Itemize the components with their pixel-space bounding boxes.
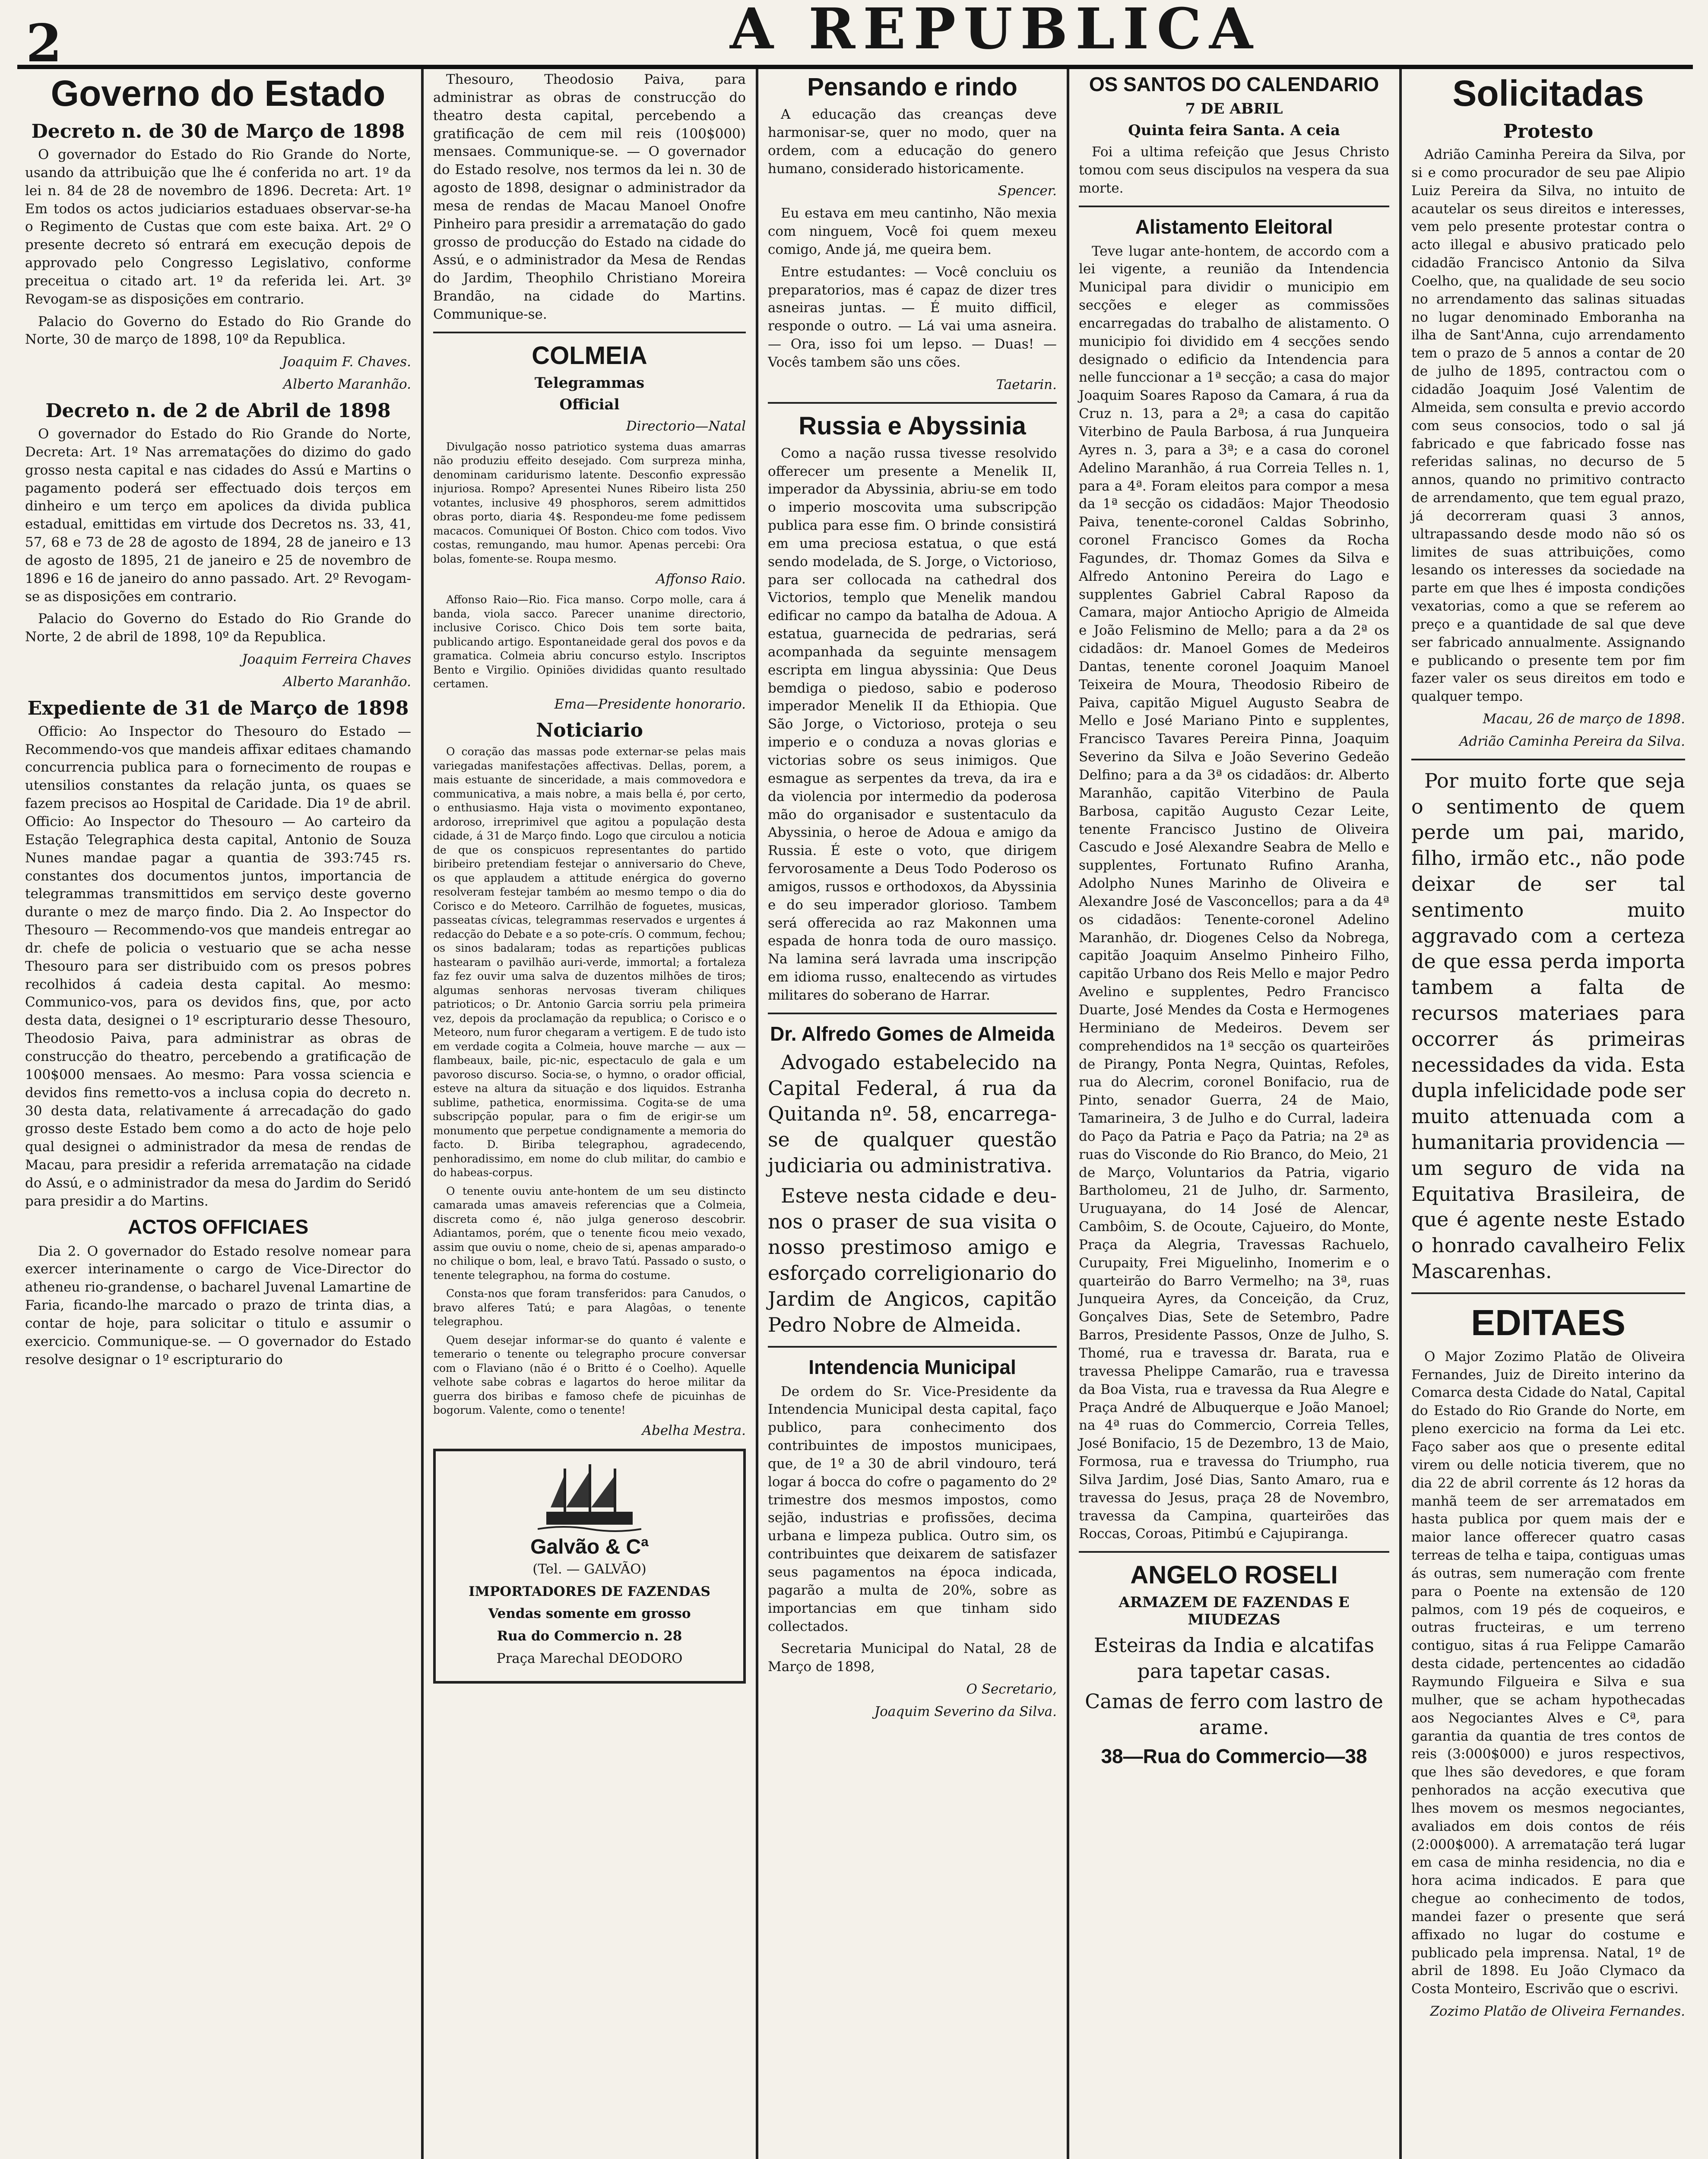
mourning-text: Por muito forte que seja o sentimento de quem perde um pai, marido, filho, irmão etc., não pode deixar de ser tal sentimento muito aggravado com a certeza de que essa perda importa tambem a falta de recursos materiaes para occorrer ás primeiras necessidades da vida. Esta dupla infelicidade pode ser muito attenuada com a humanitaria providencia — um seguro de vida na Equitativa Brasileira, de que é agente neste Estado o honrado cavalheiro Felix Mascarenhas. bbox=[1411, 769, 1685, 1283]
ad-square: Praça Marechal DEODORO bbox=[496, 1651, 683, 1667]
actos-officiaes-title: ACTOS OFFICIAES bbox=[127, 1215, 309, 1238]
angelo-roseli-address: 38—Rua do Commercio—38 bbox=[1101, 1745, 1367, 1768]
alfredo-text-2: Esteve nesta cidade e deu-nos o praser de sua visita o nosso prestimoso amigo e esforçado correligionario do Jardim de Angicos, capitão Pedro Nobre de Almeida. bbox=[768, 1184, 1057, 1336]
divider bbox=[768, 1013, 1057, 1014]
column-3 bbox=[760, 69, 1065, 2159]
ad-sales: Vendas somente em grosso bbox=[488, 1606, 691, 1622]
column-4 bbox=[1071, 69, 1397, 2159]
expediente-text: Officio: Ao Inspector do Thesouro do Estado — Recommendo-vos que mandeis affixar editaes chamando concurrencia publica para o fornecimento de roupas e utensilios constantes da relação junta, os quaes se fazem precisos ao Hospital de Caridade. Dia 1º de abril. Officio: Ao Inspector do Thesouro — Ao carteiro da Estação Telegraphica desta capital, Antonio de Souza Nunes mandae pagar a quantia de 393:745 rs. constantes dos documentos juntos, importancia de telegrammas transmittidos em serviço deste governo durante o mez de março findo. Dia 2. Ao Inspector do Thesouro — Recommendo-vos que mandeis entregar ao dr. chefe de policia o vestuario que se acha nesse Thesouro para ser distribuido com os presos pobres recolhidos á cadeia desta capital. Ao mesmo: Communico-vos, para os devidos fins, que, por acto desta data, designei o 1º escripturario desse Thesouro, Theodosio Paiva, para administrar as obras de construcção do theatro, percebendo a gratificação de 100$000 mensaes. Ao mesmo: Para vossa sciencia e devidos fins remetto-vos a inclusa copia do decreto n. 30 desta data, relativamente á arrecadação do gado grosso deste Estado bem como a do acto de hoje pelo qual designei o administrador da mesa de rendas de Macau, para presidir a referida arrematação na cidade do Assú, e o administrador da mesa do Jardim do Seridó para presidir a do Martins. bbox=[25, 723, 411, 1209]
final-signature: Abelha Mestra. bbox=[642, 1422, 746, 1438]
noticiario-title: Noticiario bbox=[536, 719, 643, 742]
pensando-title: Pensando e rindo bbox=[807, 73, 1017, 101]
final-text: Quem desejar informar-se do quanto é valente e temerario o tenente ou telegrapho procure conversar com o Flaviano (não é o Britto é o Coelho). Aquelle velhote sabe cobras e lagartos do heroe militar da guerra dos biribas e famoso chefe de picuinhas de bogorum. Valente, como o tenente! bbox=[433, 1333, 746, 1417]
colmeia-text-1: Divulgação nosso patriotico systema duas amarras não produziu effeito desejado. Com surpreza minha, denominam caridurismo latente. Desconfio expressão injuriosa. Rompo? Apresentei Nunes Ribeiro lista 250 votantes, inclusive 49 phosphoros, serem admittidos obras porto, diaria 4$. Respondeu-me fome pedissem macacos. Comuniquei Of Boston. Chico com todos. Vivo costas, remungando, mau humor. Apenas percebi: Ora bolas, fomente-se. Roupa mesmo. bbox=[433, 440, 746, 565]
alfredo-text-1: Advogado estabelecido na Capital Federal, á rua da Quitanda nº. 58, encarrega-se de qualquer questão judiciaria ou administrativa. bbox=[768, 1050, 1057, 1177]
dialogue-text: Entre estudantes: — Você concluiu os preparatorios, mas é capaz de dizer tres asneiras juntas. — É muito difficil, responde o outro. — Lá vai uma asneira. — Ora, isso foi um lepso. — Duas! — Vocês tambem são uns cões. bbox=[768, 264, 1057, 370]
protesto-title: Protesto bbox=[1503, 120, 1594, 142]
divider bbox=[1079, 1551, 1389, 1553]
masthead bbox=[17, 0, 1693, 74]
directorio-label: Directorio—Natal bbox=[626, 418, 746, 434]
alistamento-text: Teve lugar ante-hontem, de accordo com a lei vigente, a reunião da Intendencia Municipal para dividir o municipio em secções e eleger as commissões encarregadas do trabalho de alistamento. O municipio foi dividido em 4 secções sendo designado o edificio da Intendencia para nelle funccionar a 1ª secção; a casa do major Joaquim Soares Raposo da Camara, á rua da Cruz n. 13, para a 2ª; a casa do capitão Viterbino de Paula Barbosa, á rua Junqueira Ayres n. 3, para a 3ª; e a casa do coronel Adelino Maranhão, á rua Correia Telles n. 1, para a 4ª. Foram eleitos para compor a mesa da 1ª secção os cidadãos: Major Theodosio Paiva, tenente-coronel Caldas Sobrinho, coronel Francisco Gomes da Rocha Fagundes, dr. Thomaz Gomes da Silva e Alfredo Antonino Pereira do Lago e supplentes Gabriel Cabral Raposo da Camara, major Antiocho Aprigio de Almeida e João Felismino de Mello; para a da 2ª os cidadãos: dr. Manoel Gomes de Medeiros Dantas, tenente coronel Joaquim Manoel Teixeira de Moura, Theodosio Ribeiro de Paiva, capitão Miguel Augusto Seabra de Mello e José Mariano Pinto e supplentes, Francisco Tavares Pereira Pinna, Joaquim Severino da Silva e João Severino Gedeão Delfino; para a da 3ª os cidadãos: dr. Alberto Maranhão, capitão Viterbino de Paula Barbosa, capitão Augusto Cezar Leite, tenente Francisco Justino de Oliveira Cascudo e José Alexandre Seabra de Mello e supplentes, Fortunato Rufino Aranha, Adolpho Nunes Marinho de Oliveira e Alexandre José de Vasconcellos; para a da 4ª os cidadãos: Tenente-coronel Adelino Maranhão, dr. Diogenes Celso da Nobrega, capitão Joaquim Anselmo Pinheiro Filho, capitão Urbano dos Reis Mello e major Pedro Avelino e supplentes, Pedro Francisco Duarte, José Mendes da Costa e Hermogenes Herminiano de Medeiros. Devem ser comprehendidos na 1ª secção os quarteirões de Pirangy, Ponta Negra, Quintas, Refoles, rua do Alecrim, coronel Bonifacio, rua de Pinto, senador Guerra, 24 de Maio, Tamarineira, 3 de Julho e do Curral, ladeira do Paço da Patria e Paço da Patria; na 2ª as ruas do Visconde do Rio Branco, do Meio, 21 de Março, Voluntarios da Patria, vigario Bartholomeu, 21 de Julho, dr. Sarmento, Uruguayana, do 14 José de Alencar, Cambôim, S. de Ocoute, Cajueiro, do Monte, Praça da Alegria, Travessas Rachuelo, Curupaity, Frei Miguelinho, Inomerim e o quarteirão do Barro Vermelho; na 3ª, ruas Junqueira Ayres, da Conceição, da Cruz, Gonçalves Dias, Sete de Setembro, Padre Barros, Presidente Passos, Onze de Julho, S. Thomé, rua e travessa dr. Barata, rua e travessa Phelippe Camarão, rua e travessa da Boa Vista, rua e travessa da Rua Alegre e Praça André de Albuquerque e João Manoel; na 4ª ruas do Commercio, Correia Telles, José Bonifacio, 15 de Dezembro, 13 de Maio, Formosa, rua e travessa do Triumpho, rua Silva Jardim, José Dias, Santo Amaro, rua e travessa do Jesus, praça 28 de Novembro, travessa da Campina, quarteirões das Roccas, Coroas, Pitimbú e Cajupiranga. bbox=[1079, 243, 1389, 1542]
decree-1-text: O governador do Estado do Rio Grande do Norte, usando da attribuição que lhe é conferida no art. 1º da lei n. 84 de 28 de novembro de 1896. Decreta: Art. 1º Em todos os actos judiciarios estaduaes observar-se-ha o Regimento de Custas que com este baixa. Art. 2º O presente decreto só entrará em execução depois de approvado pelo Congresso Legislativo, conforme preceitua o citado art. 1º da referida lei. Art. 3º Revogam-se as disposições em contrario. bbox=[25, 147, 411, 307]
santos-title: OS SANTOS DO CALENDARIO bbox=[1089, 73, 1379, 95]
telegrammas-label: Telegrammas bbox=[534, 374, 645, 392]
column-rule bbox=[1399, 69, 1402, 2159]
pensando-signature: Spencer. bbox=[998, 183, 1057, 199]
decree-1-title: Decreto n. de 30 de Março de 1898 bbox=[31, 120, 405, 142]
protesto-text: Adrião Caminha Pereira da Silva, por si e como procurador de seu pae Alipio Luiz Pereira da Silva, no intuito de acautelar os seus direitos e interesses, vem pelo presente protestar contra o acto illegal e abusivo praticado pelo cidadão Francisco Antonio da Silva Coelho, que, na qualidade de seu socio no arrendamento das salinas situadas no lugar denominado Emboranha na ilha de Sant'Anna, cujo arrendamento tem o prazo de 5 annos a contar de 20 de julho de 1895, contractou com o cidadão Joaquim José Valentim de Almeida, sem consulta e previo accordo com seus consocios, todo o sal já fabricado e que fabricado fosse nas referidas salinas, no decurso de 5 annos, quando no primitivo contracto de arrendamento, que tem egual prazo, já decorreram quasi 3 annos, ultrapassando desde modo não só os limites de suas attribuições, como lesando os interesses da sociedade na parte em que lhes é imposta condições vexatorias, como a que se referem ao preço e a quantidade de sal que deve ser fabricado annualmente. Assignando e publicando o presente tem por fim fazer valer os seus direitos em todo e qualquer tempo. bbox=[1411, 147, 1685, 705]
divider bbox=[1079, 206, 1389, 207]
angelo-roseli-line-2: Esteiras da India e alcatifas para tapetar casas. bbox=[1093, 1633, 1375, 1683]
tenente-text: O tenente ouviu ante-hontem de um seu distincto camarada umas amaveis referencias que a Colmeia, discreta como é, não julga generoso descobrir. Adiantamos, porém, que o tenente ficou meio vexado, assim que ouviu o nome, cheio de si, apenas amparado-o no chilique o bom, leal, e bravo Tatú. Passado o susto, o tenente telegraphou, na forma do costume. bbox=[433, 1184, 746, 1282]
intendencia-title: Intendencia Municipal bbox=[808, 1355, 1016, 1378]
ship-icon bbox=[538, 1460, 641, 1533]
decree-2-text: O governador do Estado do Rio Grande do Norte, Decreta: Art. 1º Nas arrematações do dizimo do gado grosso nesta capital e nas cidades do Assú e Martins o pagamento poderá ser effectuado dois terços em dinheiro e um terço em apolices da divida publica estadual, emittidas em virtude dos Decretos ns. 33, 41, 57, 68 e 73 de 28 de agosto de 1894, 28 de janeiro e 13 de agosto de 1895, 21 de janeiro e 25 de novembro de 1896 e 16 de janeiro do anno passado. Art. 2º Revogam-se as disposições em contrario. bbox=[25, 426, 411, 605]
angelo-roseli-line-1: ARMAZEM DE FAZENDAS E MIUDEZAS bbox=[1119, 1594, 1350, 1629]
editaes-signature: Zozimo Platão de Oliveira Fernandes. bbox=[1430, 2004, 1685, 2020]
expediente-title: Expediente de 31 de Março de 1898 bbox=[27, 697, 409, 719]
column-2-top-text: Thesouro, Theodosio Paiva, para administrar as obras de construcção do theatro desta capital, percebendo a gratificação de cem mil reis (100$000) mensaes. Communique-se. — O governador do Estado resolve, nos termos da lei n. 30 de agosto de 1898, designar o administrador da mesa de rendas de Macau Manoel Onofre Pinheiro para presidir a arrematação do gado grosso de producção do Estado na cidade do Assú, e o administrador da Mesa de Rendas do Jardim, Theophilo Christiano Moreira Brandão, na cidade do Martins. Communique-se. bbox=[433, 72, 746, 322]
russia-title: Russia e Abyssinia bbox=[799, 412, 1026, 440]
divider bbox=[1411, 1292, 1685, 1294]
solicitadas-title: Solicitadas bbox=[1452, 73, 1644, 114]
russia-text: Como a nação russa tivesse resolvido offerecer um presente a Menelik II, imperador da Abyssinia, abriu-se em todo o imperio moscovita uma subscripção publica para esse fim. O brinde consistirá em uma preciosa estatua, o que está sendo modelada, de S. Jorge, o Victorioso, para ser collocada na cathedral dos Victorios, templo que Menelik mandou edificar no campo da batalha de Adoua. A estatua, guarnecida de pedrarias, será acompanhada da seguinte mensagem escripta em lingua abyssinia: Que Deus bemdiga o piedoso, sabio e poderoso imperador Menelik II da Ethiopia. Que São Jorge, o Victorioso, proteja o seu imperio e o conduza a novas glorias e victorias sobre os seus inimigos. Que esmague as serpentes da treva, da ira e da violencia por intermedio da poderosa mão do organisador e sustentaculo da Abyssinia, o heroe de Adoua e amigo da Russia. É este o voto, que dirigem fervorosamente a Deus Todo Poderoso os amigos, russos e orthodoxos, da Abyssinia e do seu imperador glorioso. Tambem será offerecida ao raz Makonnen uma espada de honra toda de ouro massiço. Na lamina será lavrada uma inscripção em idioma russo, enaltecendo as virtudes militares do soberano de Harrar. bbox=[768, 445, 1057, 1003]
section-heading-governo: Governo do Estado bbox=[51, 73, 386, 114]
noticiario-text: O coração das massas pode externar-se pelas mais variegadas manifestações affectivas. Dellas, porem, a mais estuante de sinceridade, a mais commovedora e communicativa, a mais nobre, a mais bella é, por certo, o enthusiasmo. Haja vista o movimento expontaneo, ardoroso, irreprimivel que agitou a população desta cidade, á 31 de Março findo. Logo que circulou a noticia de que os conspicuos representantes do partido biribeiro pretendiam festejar o anniversario do Cheve, os que applaudem a attitude enérgica do governo resolveram festejar também ao mesmo tempo o dia do Corisco e do Meteoro. Carrilhão de foguetes, musicas, passeatas cívicas, telegrammas reservados e urgentes á redacção do Debate e a so pote-crís. O commum, fechou; os sinos badalaram; todas as repartições publicas hastearam o pavilhão auri-verde, immortal; a fortaleza faz fez ouvir uma salva de duzentos milhões de tiros; algumas senhoras nervosas tiveram chiliques patrioticos; o Dr. Antonio Garcia sorriu pela primeira vez, depois da proclamação da republica; o Corisco e o Meteoro, num furor chegaram a vertigem. E de tudo isto em verdade cogita a Colmeia, houve marche — aux — flambeaux, baile, pic-nic, espectaculo de gala e um pavoroso discurso. Socia-se, o hymno, o orador official, esteve na altura da situação e dos liquidos. Estranha sublime, pathetica, enormissima. Cogita-se de uma subscripção popular, para o fim de erigir-se um monumento que perpetue condignamente a memoria do facto. D. Biriba telegraphou, agradecendo, penhoradissimo, em nome do club militar, do cambio e do habeas-corpus. bbox=[433, 745, 746, 1179]
column-rule bbox=[1067, 69, 1069, 2159]
santos-date: 7 DE ABRIL bbox=[1185, 100, 1283, 117]
decree-2-signature-2: Alberto Maranhão. bbox=[283, 674, 411, 690]
colmeia-signature-1: Affonso Raio. bbox=[656, 571, 746, 587]
divider bbox=[768, 402, 1057, 404]
editaes-title: EDITAES bbox=[1471, 1302, 1626, 1343]
verse-text: Eu estava em meu cantinho, Não mexia com ninguem, Você foi quem mexeu comigo, Ande já, me queira bem. bbox=[768, 206, 1057, 257]
ad-brand: Galvão & Cª bbox=[530, 1535, 649, 1558]
intendencia-secretary: O Secretario, bbox=[966, 1681, 1057, 1697]
column-rule bbox=[756, 69, 758, 2159]
ad-telegraph: (Tel. — GALVÃO) bbox=[532, 1561, 646, 1577]
santos-text: Foi a ultima refeição que Jesus Christo tomou com seus discipulos na vespera da sua morte. bbox=[1079, 144, 1389, 196]
dialogue-signature: Taetarin. bbox=[996, 377, 1057, 393]
pensando-text: A educação das creanças deve harmonisar-se, quer no modo, quer na ordem, com a educação do genero humano, considerado historicamente. bbox=[768, 107, 1057, 177]
column-5 bbox=[1404, 69, 1693, 2159]
columns bbox=[17, 69, 1693, 2159]
page-number: 2 bbox=[26, 13, 62, 74]
column-2 bbox=[425, 69, 754, 2159]
protesto-signature: Adrião Caminha Pereira da Silva. bbox=[1459, 734, 1685, 749]
colmeia-signature-2: Ema—Presidente honorario. bbox=[554, 696, 746, 712]
divider bbox=[768, 1346, 1057, 1348]
protesto-place: Macau, 26 de março de 1898. bbox=[1483, 711, 1685, 727]
decree-2-title: Decreto n. de 2 de Abril de 1898 bbox=[45, 399, 391, 422]
tatu-text: Consta-nos que foram transferidos: para Canudos, o bravo alferes Tatú; e para Alagôas, o tenente telegraphou. bbox=[433, 1287, 746, 1328]
alistamento-title: Alistamento Eleitoral bbox=[1135, 215, 1333, 238]
intendencia-place: Secretaria Municipal do Natal, 28 de Março de 1898, bbox=[768, 1641, 1057, 1675]
editaes-text: O Major Zozimo Platão de Oliveira Fernandes, Juiz de Direito interino da Comarca desta Cidade do Natal, Capital do Estado do Rio Grande do Norte, em pleno exercicio na forma da Lei etc. Faço saber aos que o presente edital virem ou delle noticia tiverem, que no dia 22 de abril corrente ás 12 horas da manhã teem de ser arrematados em hasta publica por quem mais der e maior lance offerecer quatro casas terreas de telha e taipa, contiguas umas ás outras, sem numeração com frente para o Poente na extensão de 120 palmos, com 19 pés de coqueiros, e outras fructeiras, e um terreno contiguo, sitas á rua Felippe Camarão desta cidade, pertencentes ao cidadão Raymundo Filgueira e Silva e sua mulher, que se acham hypothecadas aos Negociantes Alves e Cª, para garantia da quantia de tres contos de reis (3:000$000) e juros respectivos, que lhes são devedores, e que foram penhorados na acção executiva que lhes movem os mesmos negociantes, avaliados em dois contos de réis (2:000$000). A arrematação terá lugar em casa de minha residencia, no dia e hora acima indicados. E para que chegue ao conhecimento de todos, mandei fazer o presente que será affixado no lugar do costume e publicado pela imprensa. Natal, 1º de abril de 1898. Eu João Clymaco da Costa Monteiro, Escrivão que o escrivi. bbox=[1411, 1349, 1685, 1997]
santos-subtitle: Quinta feira Santa. A ceia bbox=[1128, 122, 1340, 139]
divider bbox=[433, 332, 746, 333]
newspaper-title: A REPUBLICA bbox=[730, 0, 1261, 62]
colmeia-text-2: Affonso Raio—Rio. Fica manso. Corpo molle, cara á banda, viola sacco. Parecer unanime directorio, inclusive Corisco. Chico Dois tem sorte baita, publicando artigo. Espontaneidade geral dos povos e da gramatica. Colmeia abriu concurso estylo. Inscriptos Bento e Virgilio. Opiniões divididas quanto resultado certamen. bbox=[433, 593, 746, 690]
official-label: Official bbox=[559, 396, 620, 413]
column-rule bbox=[421, 69, 424, 2159]
decree-2-signature-1: Joaquim Ferreira Chaves bbox=[242, 652, 411, 668]
decree-1-signature-1: Joaquim F. Chaves. bbox=[282, 354, 411, 370]
decree-2-place: Palacio do Governo do Estado do Rio Grande do Norte, 2 de abril de 1898, 10º da Republica. bbox=[25, 611, 411, 645]
intendencia-text: De ordem do Sr. Vice-Presidente da Intendencia Municipal desta capital, faço publico, para conhecimento dos contribuintes de impostos municipaes, que, de 1º a 30 de abril vindouro, terá logar á bocca do cofre o pagamento do 2º trimestre dos mesmos impostos, como sejão, industrias e profissões, decima urbana e limpeza publica. Outro sim, os contribuintes que deixarem de satisfazer seus pagamentos na época indicada, pagarão a multa de 20%, sobre as importancias em que tinham sido collectados. bbox=[768, 1383, 1057, 1634]
decree-1-place: Palacio do Governo do Estado do Rio Grande do Norte, 30 de março de 1898, 10º da Republica. bbox=[25, 313, 411, 348]
angelo-roseli-title: ANGELO ROSELI bbox=[1130, 1561, 1338, 1589]
ad-importers: IMPORTADORES DE FAZENDAS bbox=[469, 1583, 710, 1599]
divider bbox=[1411, 759, 1685, 760]
angelo-roseli-line-3: Camas de ferro com lastro de arame. bbox=[1085, 1689, 1383, 1739]
actos-officiaes-text: Dia 2. O governador do Estado resolve nomear para exercer interinamente o cargo de Vice-Director do atheneu rio-grandense, o bacharel Juvenal Lamartine de Faria, ficando-lhe marcado o prazo de trinta dias, a contar de hoje, para solicitar o titulo e assumir o exercicio. Communique-se. — O governador do Estado resolve designar o 1º escripturario do bbox=[25, 1243, 411, 1368]
decree-1-signature-2: Alberto Maranhão. bbox=[283, 377, 411, 393]
colmeia-title: COLMEIA bbox=[532, 341, 647, 370]
column-1 bbox=[17, 69, 419, 2159]
intendencia-signature: Joaquim Severino da Silva. bbox=[874, 1703, 1057, 1719]
alfredo-title: Dr. Alfredo Gomes de Almeida bbox=[770, 1022, 1055, 1045]
ad-address: Rua do Commercio n. 28 bbox=[497, 1628, 682, 1644]
galvao-advertisement bbox=[433, 1449, 746, 1684]
